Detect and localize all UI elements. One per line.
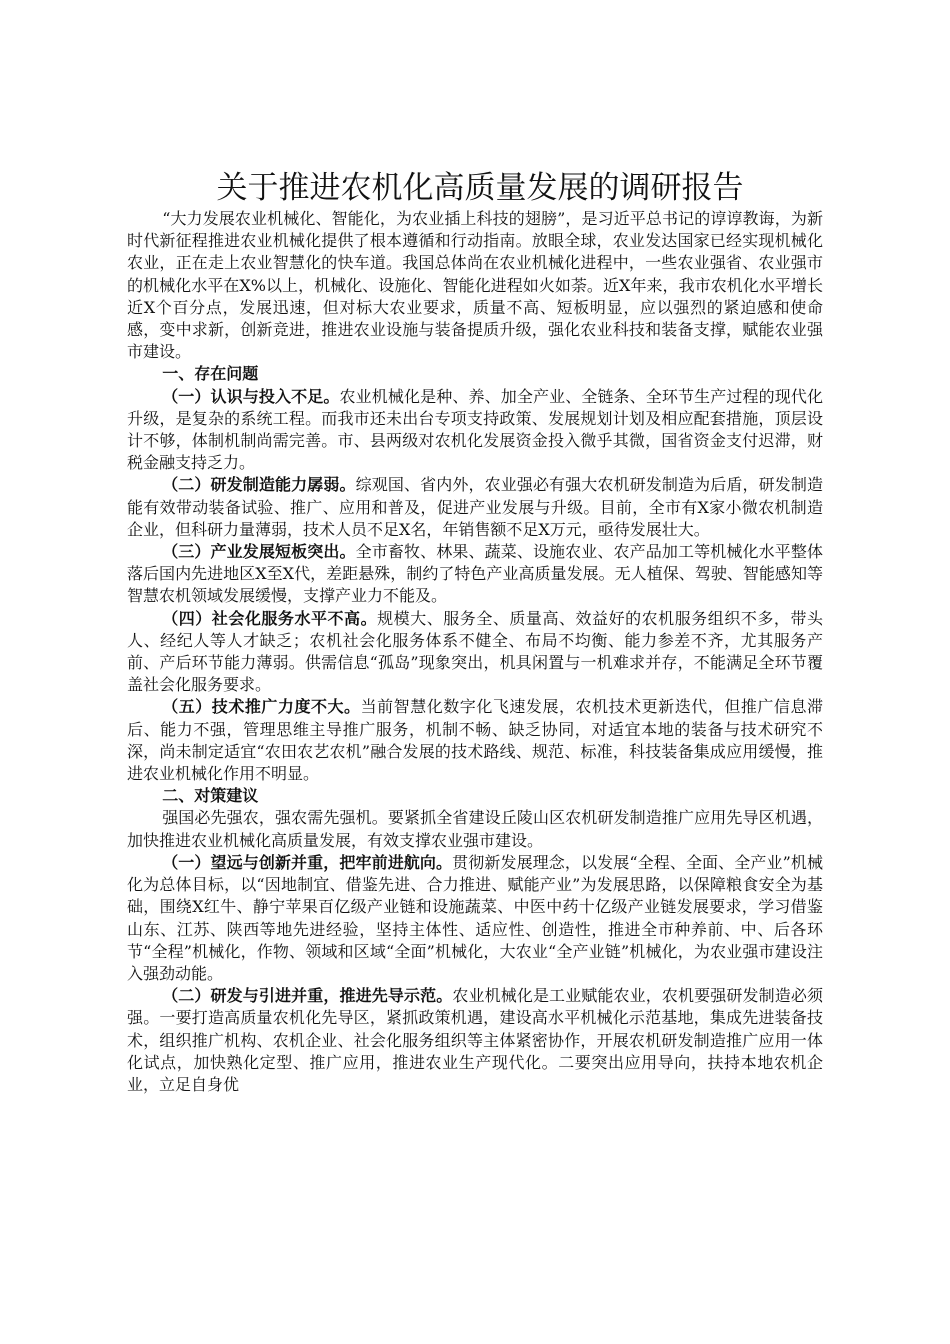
intro-paragraph: “大力发展农业机械化、智能化，为农业插上科技的翅膀”，是习近平总书记的谆谆教诲，为新时代新征程推进农业机械化提供了根本遵循和行动指南。放眼全球，农业发达国家已经实现机械化农业，正在走上农业智慧化的快车道。我国总体尚在农业机械化进程中，一些农业强省、农业强市的机械化水平在X%以上，机械化、设施化、智能化进程如火如荼。近X年来，我市农机化水平增长近X个百分点，发展迅速，但对标大农业要求，质量不高、短板明显，应以强烈的紧迫感和使命感，变中求新，创新竞进，推进农业设施与装备提质升级，强化农业科技和装备支撑，赋能农业强市建设。 bbox=[127, 209, 823, 362]
paragraph-body: 贯彻新发展理念，以发展“全程、全面、全产业”机械化为总体目标，以“因地制宜、借鉴先进、合力推进、赋能产业”为发展思路，以保障粮食安全为基础，围绕X红牛、静宁苹果百亿级产业链和设施蔬菜、中医中药十亿级产业链发展要求，学习借鉴山东、江苏、陕西等地先进经验，坚持主体性、适应性、创造性，推进全市种养前、中、后各环节“全程”机械化，作物、领域和区域“全面”机械化，大农业“全产业链”机械化，为农业强市建设注入强劲动能。 bbox=[127, 852, 823, 983]
paragraph-lead: （一）望远与创新并重，把牢前进航向。 bbox=[162, 852, 453, 872]
section-heading-suggestions: 二、对策建议 bbox=[162, 786, 259, 806]
document-title: 关于推进农机化高质量发展的调研报告 bbox=[216, 170, 744, 206]
problem-paragraph bbox=[127, 474, 823, 541]
paragraph-body: 全市畜牧、林果、蔬菜、设施农业、农产品加工等机械化水平整体落后国内先进地区X至X代，差距悬殊，制约了特色产业高质量发展。无人植保、驾驶、智能感知等智慧农机领域发展缓慢，支撑产业力不能及。 bbox=[127, 542, 823, 606]
paragraph-body: 当前智慧化数字化飞速发展，农机技术更新迭代，但推广信息滞后、能力不强，管理思维主导推广服务，机制不畅、缺乏协同，对适宜本地的装备与技术研究不深，尚未制定适宜“农田农艺农机”融合发展的技术路线、规范、标准，科技装备集成应用缓慢，推进农业机械化作用不明显。 bbox=[127, 697, 823, 784]
paragraph-body: 综观国、省内外，农业强必有强大农机研发制造为后盾，研发制造能有效带动装备试验、推广、应用和普及，促进产业发展与升级。目前，全市有X家小微农机制造企业，但科研力量薄弱，技术人员不足X名，年销售额不足X万元，亟待发展壮大。 bbox=[127, 475, 823, 539]
suggestion-paragraph bbox=[127, 985, 823, 1096]
section-heading-problems: 一、存在问题 bbox=[162, 364, 259, 384]
problem-paragraph bbox=[127, 386, 823, 475]
paragraph-body: 规模大、服务全、质量高、效益好的农机服务组织不多，带头人、经纪人等人才缺乏；农机社会化服务体系不健全、布局不均衡、能力参差不齐，尤其服务产前、产后环节能力薄弱。供需信息“孤岛”现象突出，机具闲置与一机难求并存，不能满足全环节覆盖社会化服务要求。 bbox=[127, 608, 823, 695]
paragraph-lead: （三）产业发展短板突出。 bbox=[162, 542, 356, 562]
paragraph-lead: （四）社会化服务水平不高。 bbox=[162, 608, 378, 628]
problem-paragraph bbox=[127, 696, 823, 785]
suggestion-paragraph bbox=[127, 852, 823, 985]
problem-paragraph bbox=[127, 541, 823, 608]
paragraph-lead: （一）认识与投入不足。 bbox=[162, 386, 340, 406]
paragraph-body: 农业机械化是种、养、加全产业、全链条、全环节生产过程的现代化升级，是复杂的系统工程。而我市还未出台专项支持政策、发展规划计划及相应配套措施，顶层设计不够，体制机制尚需完善。市、县两级对农机化发展资金投入微乎其微，国省资金支付迟滞，财税金融支持乏力。 bbox=[127, 386, 823, 473]
problem-paragraph bbox=[127, 608, 823, 697]
paragraph-lead: （二）研发与引进并重，推进先导示范。 bbox=[162, 986, 453, 1006]
paragraph-body: 农业机械化是工业赋能农业，农机要强研发制造必须强。一要打造高质量农机化先导区，紧抓政策机遇，建设高水平机械化示范基地，集成先进装备技术，组织推广机构、农机企业、社会化服务组织等主体紧密协作，开展农机研发制造推广应用一体化试点，加快熟化定型、推广应用，推进农业生产现代化。二要突出应用导向，扶持本地农机企业，立足自身优 bbox=[127, 986, 823, 1094]
suggestions-intro-paragraph: 强国必先强农，强农需先强机。要紧抓全省建设丘陵山区农机研发制造推广应用先导区机遇，加快推进农业机械化高质量发展，有效支撑农业强市建设。 bbox=[127, 808, 823, 850]
paragraph-lead: （五）技术推广力度不大。 bbox=[162, 697, 361, 717]
document-page bbox=[127, 168, 823, 1096]
paragraph-lead: （二）研发制造能力孱弱。 bbox=[162, 475, 356, 495]
